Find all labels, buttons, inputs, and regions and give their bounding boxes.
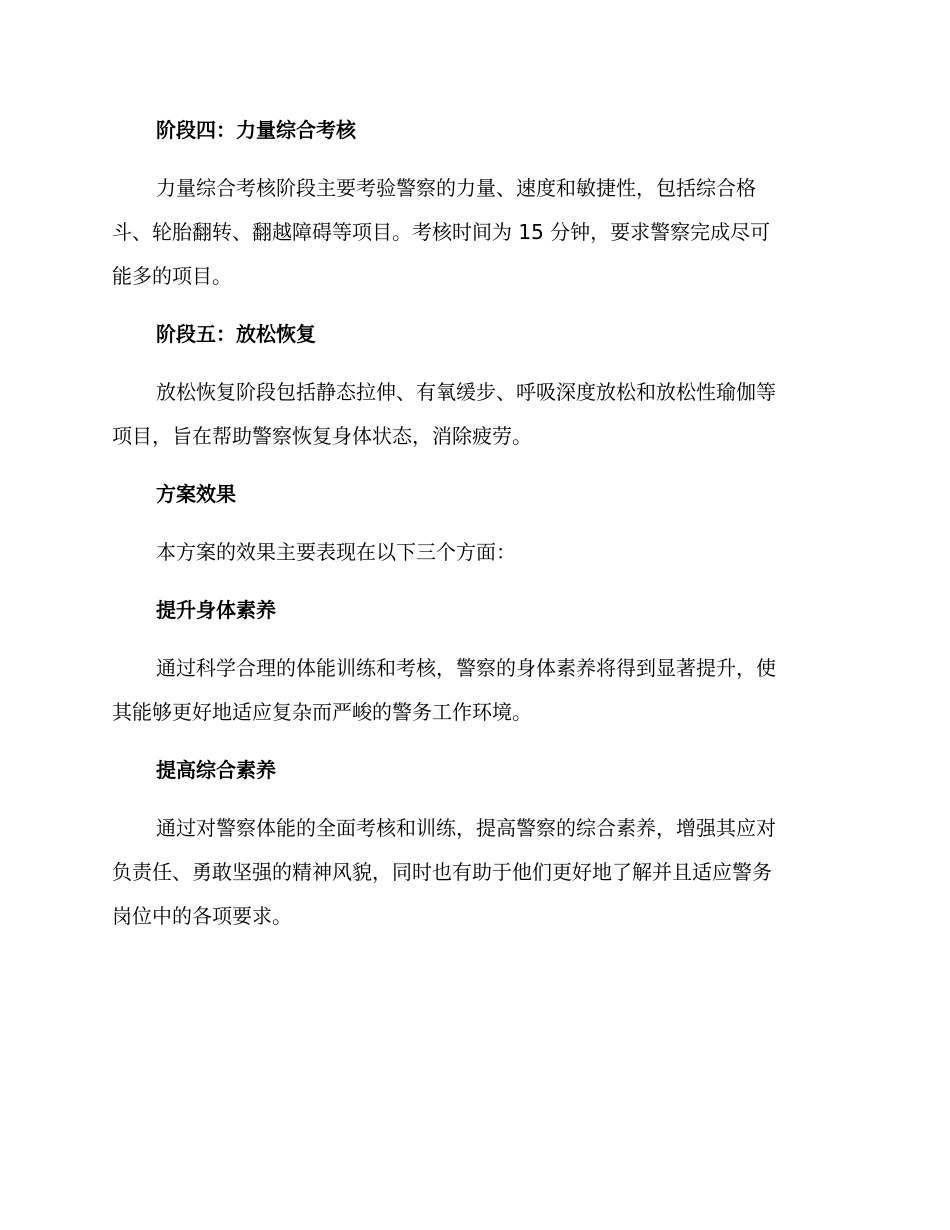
section-heading-stage-four: 阶段四：力量综合考核 xyxy=(156,118,356,142)
paragraph-line: 放松恢复阶段包括静态拉伸、有氧缓步、呼吸深度放松和放松性瑜伽等 xyxy=(156,380,776,404)
paragraph-line: 能多的项目。 xyxy=(112,264,232,288)
paragraph-line: 力量综合考核阶段主要考验警察的力量、速度和敏捷性，包括综合格 xyxy=(156,176,756,200)
paragraph-comprehensive xyxy=(112,806,832,938)
section-heading-plan-effect: 方案效果 xyxy=(156,482,236,506)
section-heading-comprehensive: 提高综合素养 xyxy=(156,758,276,782)
paragraph-line: 项目，旨在帮助警察恢复身体状态，消除疲劳。 xyxy=(112,424,532,448)
paragraph-line: 岗位中的各项要求。 xyxy=(112,904,292,928)
document-page xyxy=(112,108,832,952)
paragraph-line: 通过对警察体能的全面考核和训练，提高警察的综合素养，增强其应对 xyxy=(156,816,776,840)
paragraph-stage-four xyxy=(112,166,832,298)
paragraph-line: 斗、轮胎翻转、翻越障碍等项目。考核时间为 15 分钟，要求警察完成尽可 xyxy=(112,220,771,244)
paragraph-line: 通过科学合理的体能训练和考核，警察的身体素养将得到显著提升，使 xyxy=(156,656,776,680)
paragraph-line: 其能够更好地适应复杂而严峻的警务工作环境。 xyxy=(112,700,532,724)
section-heading-stage-five: 阶段五：放松恢复 xyxy=(156,322,316,346)
paragraph-plan-effect xyxy=(112,530,832,574)
paragraph-stage-five xyxy=(112,370,832,458)
paragraph-line: 负责任、勇敢坚强的精神风貌，同时也有助于他们更好地了解并且适应警务 xyxy=(112,860,772,884)
section-heading-physical: 提升身体素养 xyxy=(156,598,276,622)
paragraph-physical xyxy=(112,646,832,734)
paragraph-line: 本方案的效果主要表现在以下三个方面： xyxy=(156,540,516,564)
